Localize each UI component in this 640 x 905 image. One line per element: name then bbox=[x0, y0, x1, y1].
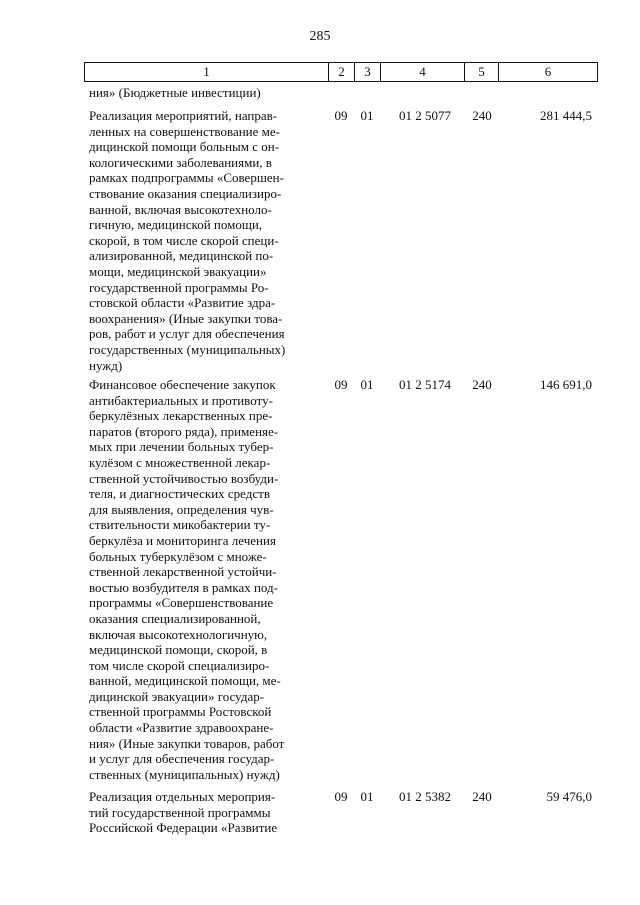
row-description: Реализация мероприятий, направ- ленных на совершенствование ме- дицинской помощи больным с он- кологическими заболеваниями, в рамках подпрограммы «Совершен- ствование оказания специализиро- ванной, включая высокотехноло- гичную, медицинской помощи, скорой, в том числе скорой специ- ализированной, медицинской по- мощи, медицинской эвакуации» государственной программы Ро- стовской области «Развитие здра- воохранения» (Иные закупки това- ров, работ и услуг для обеспечения государственных (муниципальных) нужд) bbox=[89, 108, 286, 373]
row-col-3: 01 bbox=[360, 108, 374, 123]
row-col-6: 281 444,5 bbox=[540, 108, 592, 123]
header-col-1: 1 bbox=[85, 63, 329, 82]
table-header bbox=[84, 62, 598, 82]
row-col-4: 01 2 5077 bbox=[399, 108, 451, 123]
row-col-5: 240 bbox=[472, 789, 492, 804]
row-col-4: 01 2 5174 bbox=[399, 377, 451, 392]
row-col-3: 01 bbox=[360, 377, 374, 392]
row-col-5: 240 bbox=[472, 108, 492, 123]
row-col-5: 240 bbox=[472, 377, 492, 392]
row-description: Финансовое обеспечение закупок антибактериальных и противоту- беркулёзных лекарственных пре- паратов (второго ряда), применяе- мых при лечении больных тубер- кулёзом с множественной лекар- ственной устойчивостью возбуди- теля, и диагностических средств для выявления, определения чув- ствительности микобактерии ту- беркулёза и мониторинга лечения больных туберкулёзом с множе- ственной лекарственной устойчи- востью возбудителя в рамках под- программы «Совершенствование оказания специализированной, включая высокотехнологичную, медицинской помощи, скорой, в том числе скорой специализиро- ванной, медицинской помощи, ме- дицинской эвакуации» государ- ственной программы Ростовской области «Развитие здравоохране- ния» (Иные закупки товаров, работ и услуг для обеспечения государ- ственных (муниципальных) нужд) bbox=[89, 377, 285, 782]
header-col-3: 3 bbox=[355, 63, 381, 82]
page-number: 285 bbox=[309, 29, 331, 44]
row-col-6: 146 691,0 bbox=[540, 377, 592, 392]
row-col-2: 09 bbox=[334, 789, 348, 804]
header-col-2: 2 bbox=[329, 63, 355, 82]
header-col-6: 6 bbox=[499, 63, 598, 82]
header-col-4: 4 bbox=[381, 63, 465, 82]
header-col-5: 5 bbox=[465, 63, 499, 82]
continuation-text: ния» (Бюджетные инвестиции) bbox=[89, 85, 261, 100]
row-description: Реализация отдельных мероприя- тий государственной программы Российской Федерации «Развитие bbox=[89, 789, 278, 836]
row-col-2: 09 bbox=[334, 108, 348, 123]
row-col-6: 59 476,0 bbox=[546, 789, 592, 804]
row-col-2: 09 bbox=[334, 377, 348, 392]
row-col-4: 01 2 5382 bbox=[399, 789, 451, 804]
row-col-3: 01 bbox=[360, 789, 374, 804]
